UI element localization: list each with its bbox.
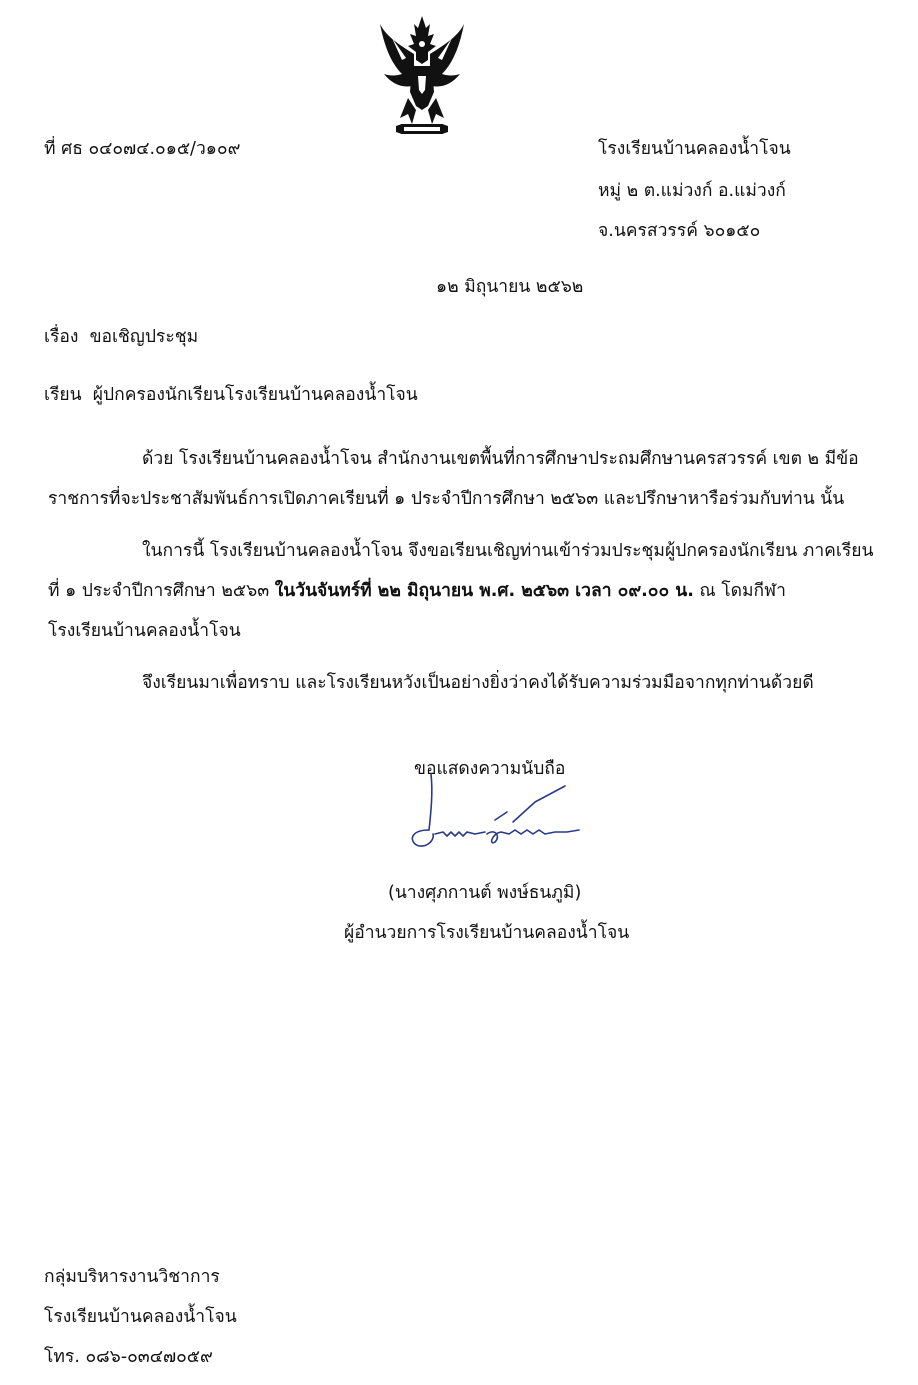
document-number: ที่ ศธ ๐๔๐๗๔.๐๑๕/ว๑๐๙	[44, 139, 241, 159]
footer-department: กลุ่มบริหารงานวิชาการ	[44, 1267, 220, 1287]
footer-school: โรงเรียนบ้านคลองน้ำโจน	[44, 1307, 237, 1327]
body-paragraph-2-line-3: โรงเรียนบ้านคลองน้ำโจน	[48, 621, 241, 641]
meeting-datetime: ในวันจันทร์ที่ ๒๒ มิถุนายน พ.ศ. ๒๕๖๓ เวลา ๐๙.๐๐ น.	[274, 581, 694, 601]
signer-name: (นางศุภกานต์ พงษ์ธนภูมิ)	[388, 883, 582, 903]
recipient-line	[44, 380, 418, 408]
recipient-text: ผู้ปกครองนักเรียนโรงเรียนบ้านคลองน้ำโจน	[92, 385, 418, 405]
meeting-intro: ที่ ๑ ประจำปีการศึกษา ๒๕๖๓	[48, 581, 275, 601]
recipient-label: เรียน	[44, 385, 82, 405]
body-paragraph-2-line-1: ในการนี้ โรงเรียนบ้านคลองน้ำโจน จึงขอเรียนเชิญท่านเข้าร่วมประชุมผู้ปกครองนักเรียน ภาคเรียน	[142, 541, 874, 561]
body-paragraph-1-line-2: ราชการที่จะประชาสัมพันธ์การเปิดภาคเรียนที่ ๑ ประจำปีการศึกษา ๒๕๖๓ และปรึกษาหารือร่วมกับท่าน นั้น	[48, 489, 845, 509]
body-paragraph-3: จึงเรียนมาเพื่อทราบ และโรงเรียนหวังเป็นอย่างยิ่งว่าคงได้รับความร่วมมือจากทุกท่านด้วยดี	[142, 673, 814, 693]
school-address-line3: จ.นครสวรรค์ ๖๐๑๕๐	[598, 221, 761, 241]
subject-label: เรื่อง	[44, 327, 79, 347]
letter-date: ๑๒ มิถุนายน ๒๕๖๒	[436, 277, 584, 297]
meeting-venue: ณ โดมกีฬา	[693, 581, 786, 601]
school-address-line2: หมู่ ๒ ต.แม่วงก์ อ.แม่วงก์	[598, 181, 786, 201]
subject-text: ขอเชิญประชุม	[89, 327, 199, 347]
body-paragraph-2-line-2	[48, 576, 848, 604]
body-paragraph-1-line-1: ด้วย โรงเรียนบ้านคลองน้ำโจน สำนักงานเขตพื้นที่การศึกษาประถมศึกษานครสวรรค์ เขต ๒ มีข้อ	[142, 449, 859, 469]
footer-phone: โทร. ๐๘๖-๐๓๔๗๐๕๙	[44, 1347, 213, 1367]
signature-icon	[395, 772, 595, 862]
subject-line	[44, 322, 198, 350]
signer-position: ผู้อำนวยการโรงเรียนบ้านคลองน้ำโจน	[344, 923, 630, 943]
school-address-line1: โรงเรียนบ้านคลองน้ำโจน	[598, 139, 791, 159]
garuda-emblem-icon	[378, 14, 466, 142]
closing-salutation: ขอแสดงความนับถือ	[414, 759, 566, 779]
